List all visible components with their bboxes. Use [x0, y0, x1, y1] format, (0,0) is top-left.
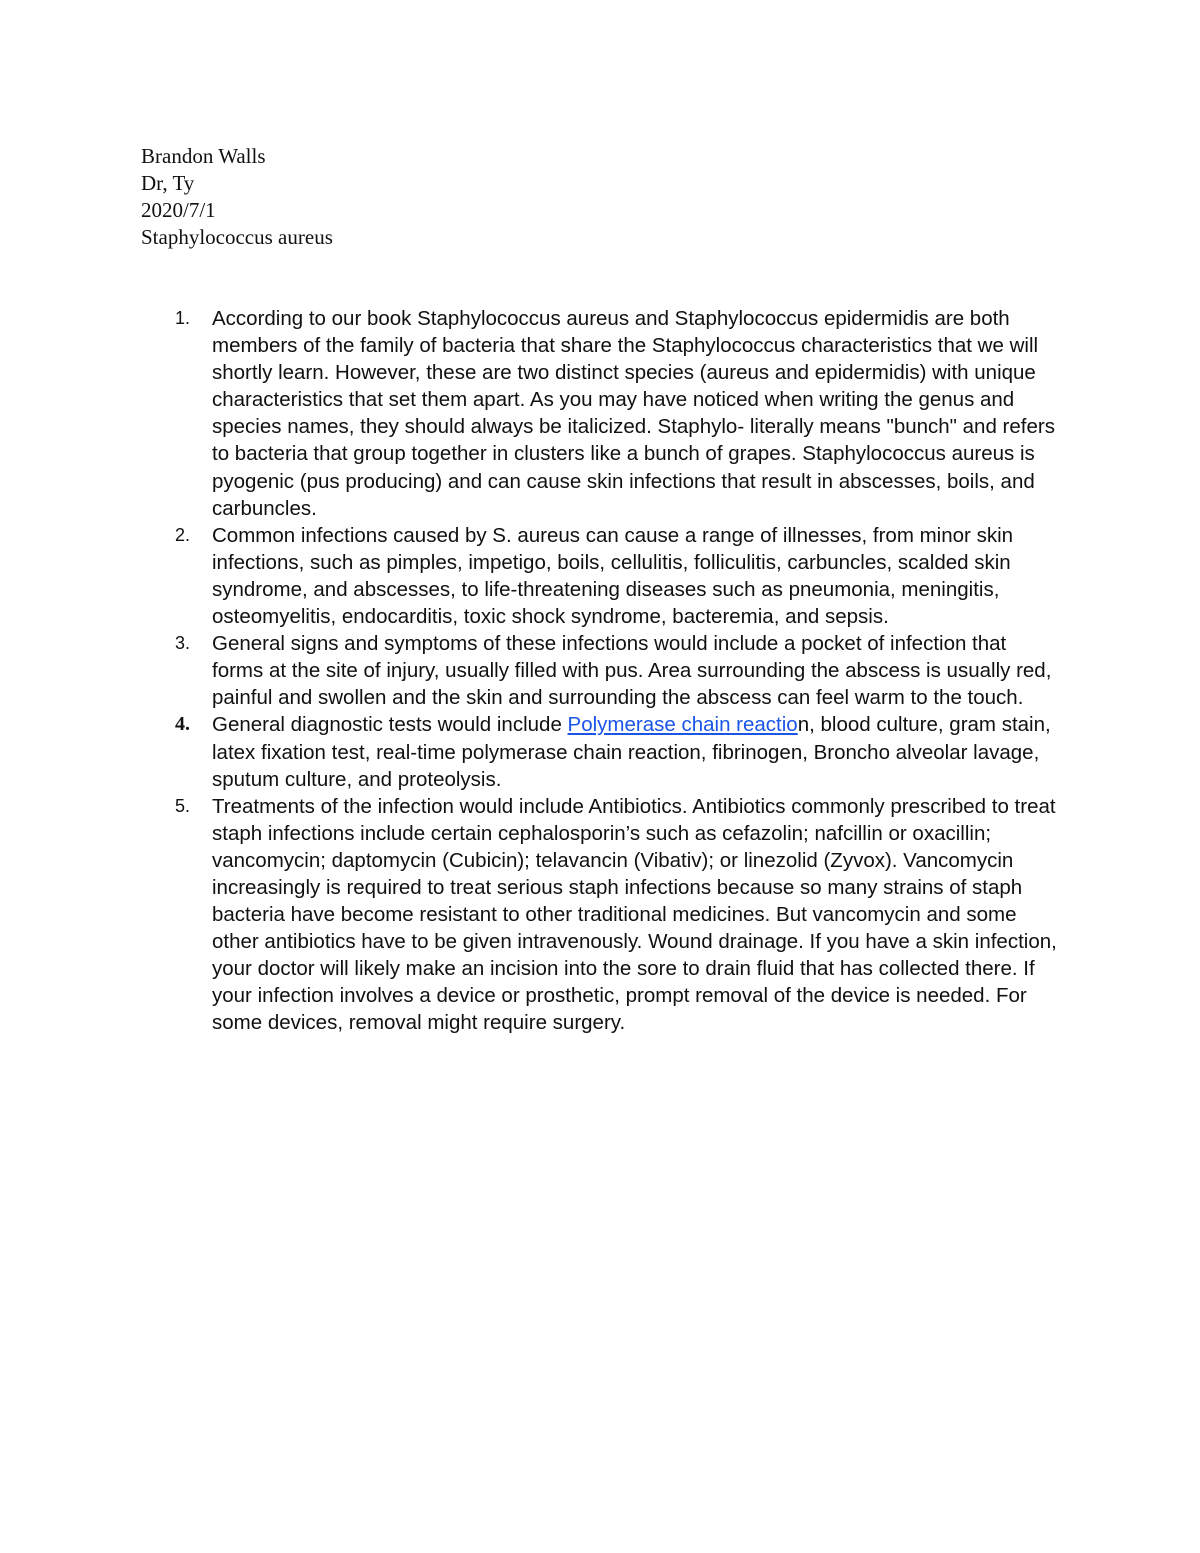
document-date: 2020/7/1	[141, 198, 216, 222]
list-item	[141, 522, 1061, 630]
list-item-text: Common infections caused by S. aureus can cause a range of illnesses, from minor skin infections, such as pimples, impetigo, boils, cellulitis, folliculitis, carbuncles, scalded skin syndrome, and abscesses, to life-threatening diseases such as pneumonia, meningitis, osteomyelitis, endocarditis, toxic shock syndrome, bacteremia, and sepsis.	[212, 523, 1014, 629]
document-header	[141, 143, 333, 251]
list-item	[141, 630, 1061, 711]
list-item	[141, 711, 1061, 792]
list-item	[141, 793, 1061, 1037]
list-item-text: According to our book Staphylococcus aureus and Staphylococcus epidermidis are both members of the family of bacteria that share the Staphylococcus characteristics that we will shortly learn. However, these are two distinct species (aureus and epidermidis) with unique characteristics that set them apart. As you may have noticed when writing the genus and species names, they should always be italicized. Staphylo- literally means "bunch" and refers to bacteria that group together in clusters like a bunch of grapes. Staphylococcus aureus is pyogenic (pus producing) and can cause skin infections that result in abscesses, boils, and carbuncles.	[212, 307, 1055, 520]
list-item-text	[212, 711, 1061, 792]
list-item-text: General signs and symptoms of these infections would include a pocket of infection that forms at the site of injury, usually filled with pus. Area surrounding the abscess is usually red, painful and swollen and the skin and surrounding the abscess can feel warm to the touch.	[212, 632, 1052, 710]
answer-list	[141, 305, 1061, 1037]
list-item	[141, 305, 1061, 522]
list-item-text: Treatments of the infection would include Antibiotics. Antibiotics commonly prescribed to treat staph infections include certain cephalosporin’s such as cefazolin; nafcillin or oxacillin; vancomycin; daptomycin (Cubicin); telavancin (Vibativ); or linezolid (Zyvox). Vancomycin increasingly is required to treat serious staph infections because so many strains of staph bacteria have become resistant to other traditional medicines. But vancomycin and some other antibiotics have to be given intravenously. Wound drainage. If you have a skin infection, your doctor will likely make an incision into the sore to drain fluid that has collected there. If your infection involves a device or prosthetic, prompt removal of the device is needed. For some devices, removal might require surgery.	[212, 794, 1057, 1035]
list-item-number: 4.	[175, 713, 190, 736]
list-item-text-before: General diagnostic tests would include	[212, 713, 568, 737]
document-topic: Staphylococcus aureus	[141, 225, 333, 249]
list-item-number: 1.	[175, 308, 191, 328]
list-item-number: 5.	[175, 795, 191, 816]
instructor-name: Dr, Ty	[141, 171, 195, 195]
list-item-number: 2.	[175, 524, 191, 545]
list-item-number: 3.	[175, 633, 191, 654]
list-item-text-after: n, blood culture, gram stain, latex fixation test, real-time polymerase chain reaction, fibrinogen, Broncho alveolar lavage, sputum culture, and proteolysis.	[212, 713, 1051, 791]
author-name: Brandon Walls	[141, 144, 266, 168]
polymerase-chain-reaction-link[interactable]: Polymerase chain reactio	[567, 713, 798, 737]
